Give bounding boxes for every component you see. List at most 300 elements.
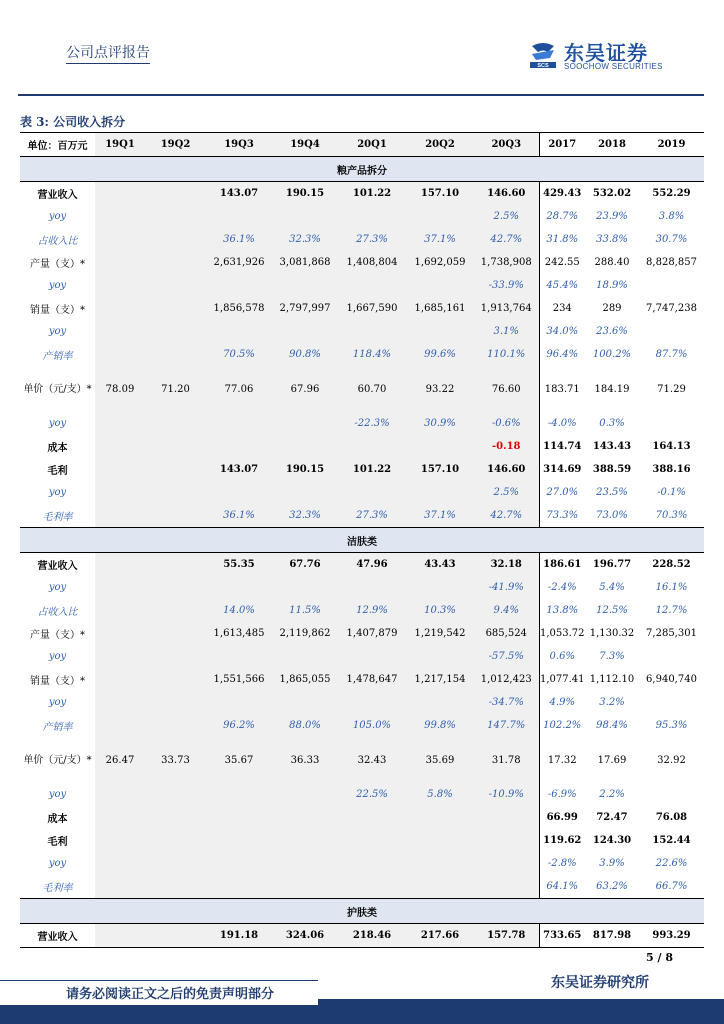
table-cell bbox=[95, 829, 145, 852]
table-cell bbox=[95, 412, 145, 435]
table-cell bbox=[95, 343, 145, 366]
table-cell bbox=[95, 806, 145, 829]
table-cell bbox=[272, 691, 338, 714]
table-row bbox=[20, 274, 704, 297]
table-cell: 5.4% bbox=[599, 582, 625, 593]
table-cell bbox=[338, 435, 406, 458]
table-cell bbox=[272, 320, 338, 343]
table-cell: 55.35 bbox=[206, 553, 272, 577]
section-title: 护肤类 bbox=[20, 899, 704, 924]
table-cell: 7,747,238 bbox=[646, 303, 697, 314]
table-cell bbox=[639, 645, 704, 668]
table-cell bbox=[145, 274, 206, 297]
table-cell: -57.5% bbox=[474, 645, 539, 668]
table-cell bbox=[95, 691, 145, 714]
table-cell bbox=[639, 274, 704, 297]
section-header-row bbox=[20, 157, 704, 182]
table-cell: 95.3% bbox=[655, 720, 688, 731]
logo-chinese-name: 东吴证券 bbox=[564, 41, 648, 65]
row-label: 毛利 bbox=[47, 466, 68, 477]
table-cell: 42.7% bbox=[474, 228, 539, 251]
table-cell bbox=[406, 645, 474, 668]
table-row bbox=[20, 924, 704, 948]
table-cell bbox=[406, 274, 474, 297]
row-label: 毛利 bbox=[47, 837, 68, 848]
table-cell: -10.9% bbox=[474, 783, 539, 806]
table-cell: 190.15 bbox=[272, 182, 338, 206]
table-cell bbox=[474, 852, 539, 875]
table-cell bbox=[338, 576, 406, 599]
column-header: 2018 bbox=[585, 133, 639, 157]
table-cell: 14.0% bbox=[206, 599, 272, 622]
table-cell bbox=[95, 251, 145, 274]
table-cell: 1,667,590 bbox=[338, 297, 406, 320]
table-cell bbox=[272, 783, 338, 806]
table-cell: 1,112.10 bbox=[589, 674, 635, 685]
revenue-breakdown-table bbox=[20, 132, 704, 948]
row-label: yoy bbox=[48, 858, 67, 869]
table-cell bbox=[206, 205, 272, 228]
table-cell: 3,081,868 bbox=[272, 251, 338, 274]
table-cell bbox=[272, 274, 338, 297]
table-cell: 3.2% bbox=[599, 697, 625, 708]
table-cell: 32.92 bbox=[657, 754, 686, 766]
table-cell bbox=[338, 852, 406, 875]
table-cell: 32.18 bbox=[474, 553, 539, 577]
table-cell: 12.7% bbox=[655, 605, 688, 616]
table-cell: 218.46 bbox=[338, 924, 406, 948]
table-cell bbox=[95, 297, 145, 320]
table-cell: 124.30 bbox=[592, 835, 632, 846]
table-cell bbox=[95, 852, 145, 875]
table-cell bbox=[145, 251, 206, 274]
row-label: 销量（支）* bbox=[30, 676, 85, 687]
table-cell: 2,631,926 bbox=[206, 251, 272, 274]
column-header: 2017 bbox=[539, 133, 585, 157]
table-cell: -0.6% bbox=[474, 412, 539, 435]
table-cell: 183.71 bbox=[539, 366, 585, 412]
row-label: yoy bbox=[48, 697, 67, 708]
table-cell: 73.3% bbox=[539, 504, 585, 528]
logo-mark-text: SCS bbox=[537, 63, 549, 70]
section-title: 洁肤类 bbox=[20, 528, 704, 553]
table-cell: 22.6% bbox=[655, 858, 688, 869]
table-cell: 289 bbox=[602, 303, 622, 314]
table-title: 表 3: 公司收入拆分 bbox=[20, 115, 126, 129]
table-cell bbox=[95, 320, 145, 343]
table-cell: 67.96 bbox=[272, 366, 338, 412]
table-cell bbox=[272, 829, 338, 852]
table-cell bbox=[406, 435, 474, 458]
table-cell bbox=[474, 875, 539, 899]
row-label: yoy bbox=[48, 280, 67, 291]
table-cell bbox=[95, 205, 145, 228]
row-label: yoy bbox=[48, 418, 67, 429]
row-label: 单价（元/支）* bbox=[23, 383, 92, 395]
table-cell: 1,012,423 bbox=[474, 668, 539, 691]
table-cell bbox=[145, 458, 206, 481]
table-row bbox=[20, 205, 704, 228]
table-cell: 143.07 bbox=[206, 458, 272, 481]
table-cell bbox=[406, 205, 474, 228]
table-cell: 102.2% bbox=[539, 714, 585, 737]
table-row bbox=[20, 412, 704, 435]
table-cell: 35.69 bbox=[406, 737, 474, 783]
table-cell: 164.13 bbox=[652, 441, 691, 452]
table-cell: 36.33 bbox=[272, 737, 338, 783]
table-cell: 66.99 bbox=[539, 806, 585, 829]
table-cell bbox=[338, 806, 406, 829]
section-title: 粮产品拆分 bbox=[20, 157, 704, 182]
table-cell: 31.78 bbox=[474, 737, 539, 783]
table-cell: 100.2% bbox=[592, 349, 632, 360]
row-label: yoy bbox=[48, 789, 67, 800]
table-row bbox=[20, 783, 704, 806]
table-cell: 22.5% bbox=[338, 783, 406, 806]
table-cell bbox=[95, 481, 145, 504]
table-cell: 31.8% bbox=[539, 228, 585, 251]
table-cell bbox=[145, 924, 206, 948]
table-row bbox=[20, 806, 704, 829]
table-cell bbox=[95, 783, 145, 806]
row-label: 产量（支）* bbox=[30, 630, 85, 641]
table-cell bbox=[338, 320, 406, 343]
table-cell: 552.29 bbox=[652, 188, 691, 199]
table-cell: -0.18 bbox=[474, 435, 539, 458]
table-cell bbox=[406, 806, 474, 829]
table-cell: 184.19 bbox=[594, 383, 630, 395]
table-cell: 196.77 bbox=[592, 559, 632, 570]
column-header: 19Q2 bbox=[145, 133, 206, 157]
table-cell bbox=[95, 435, 145, 458]
table-cell bbox=[145, 875, 206, 899]
column-header: 20Q2 bbox=[406, 133, 474, 157]
table-cell: 2,119,862 bbox=[272, 622, 338, 645]
table-cell bbox=[95, 599, 145, 622]
table-cell bbox=[338, 829, 406, 852]
table-row bbox=[20, 458, 704, 481]
table-cell: 37.1% bbox=[406, 228, 474, 251]
table-cell bbox=[639, 783, 704, 806]
table-row bbox=[20, 691, 704, 714]
table-cell: 98.4% bbox=[596, 720, 628, 731]
table-cell: 190.15 bbox=[272, 458, 338, 481]
table-cell bbox=[206, 806, 272, 829]
table-cell: 3.8% bbox=[658, 211, 685, 222]
table-row bbox=[20, 599, 704, 622]
table-cell bbox=[406, 829, 474, 852]
table-cell: -34.7% bbox=[474, 691, 539, 714]
table-cell bbox=[474, 806, 539, 829]
table-cell: 23.5% bbox=[596, 487, 628, 498]
table-cell: 146.60 bbox=[474, 182, 539, 206]
table-cell: 76.60 bbox=[474, 366, 539, 412]
table-cell bbox=[145, 504, 206, 528]
table-cell: 99.6% bbox=[406, 343, 474, 366]
table-cell: 147.7% bbox=[474, 714, 539, 737]
row-label: 产销率 bbox=[42, 722, 73, 733]
table-cell: 93.22 bbox=[406, 366, 474, 412]
section-header-row bbox=[20, 528, 704, 553]
table-cell: 9.4% bbox=[474, 599, 539, 622]
table-cell: 10.3% bbox=[406, 599, 474, 622]
table-row bbox=[20, 182, 704, 206]
table-row bbox=[20, 622, 704, 645]
column-header: 19Q1 bbox=[95, 133, 145, 157]
table-cell: 6,940,740 bbox=[646, 674, 697, 685]
table-cell: 157.10 bbox=[406, 458, 474, 481]
table-cell bbox=[206, 783, 272, 806]
table-cell bbox=[145, 714, 206, 737]
table-cell bbox=[145, 622, 206, 645]
table-cell: 16.1% bbox=[655, 582, 688, 593]
table-cell: 817.98 bbox=[585, 924, 639, 948]
table-cell: 1,685,161 bbox=[406, 297, 474, 320]
table-cell: 34.0% bbox=[539, 320, 585, 343]
table-cell: 35.67 bbox=[206, 737, 272, 783]
table-cell bbox=[338, 875, 406, 899]
table-cell: 157.10 bbox=[406, 182, 474, 206]
table-cell: 36.1% bbox=[206, 504, 272, 528]
section-header-row bbox=[20, 899, 704, 924]
table-row bbox=[20, 481, 704, 504]
table-cell bbox=[206, 875, 272, 899]
table-row bbox=[20, 320, 704, 343]
table-row bbox=[20, 852, 704, 875]
table-cell bbox=[95, 458, 145, 481]
column-header: 2019 bbox=[639, 133, 704, 157]
table-cell: 73.0% bbox=[585, 504, 639, 528]
table-cell: 0.6% bbox=[539, 645, 585, 668]
table-row bbox=[20, 576, 704, 599]
column-header: 19Q4 bbox=[272, 133, 338, 157]
table-cell: 32.3% bbox=[272, 504, 338, 528]
table-cell: 96.2% bbox=[206, 714, 272, 737]
table-cell bbox=[338, 274, 406, 297]
table-cell: 314.69 bbox=[539, 458, 585, 481]
table-cell bbox=[95, 714, 145, 737]
row-label: 占收入比 bbox=[37, 607, 78, 618]
table-cell bbox=[272, 205, 338, 228]
column-header: 单位：百万元 bbox=[20, 133, 95, 157]
table-row bbox=[20, 366, 704, 412]
table-cell: 105.0% bbox=[338, 714, 406, 737]
table-cell: 72.47 bbox=[596, 812, 628, 823]
table-cell bbox=[406, 691, 474, 714]
table-cell bbox=[145, 691, 206, 714]
logo-english-name: SOOCHOW SECURITIES bbox=[564, 62, 663, 71]
row-label: 单价（元/支）* bbox=[23, 754, 92, 766]
table-cell bbox=[406, 875, 474, 899]
table-cell bbox=[272, 481, 338, 504]
table-cell: 27.3% bbox=[338, 504, 406, 528]
table-cell: 2,797,997 bbox=[272, 297, 338, 320]
row-label: 毛利率 bbox=[20, 875, 95, 899]
table-cell bbox=[639, 412, 704, 435]
table-cell bbox=[272, 435, 338, 458]
column-header: 19Q3 bbox=[206, 133, 272, 157]
table-cell bbox=[95, 622, 145, 645]
table-cell bbox=[206, 852, 272, 875]
table-cell: 288.40 bbox=[594, 257, 630, 268]
table-cell bbox=[95, 504, 145, 528]
table-cell bbox=[95, 645, 145, 668]
table-cell bbox=[206, 576, 272, 599]
table-cell: 77.06 bbox=[206, 366, 272, 412]
table-cell: 11.5% bbox=[272, 599, 338, 622]
table-cell: 90.8% bbox=[272, 343, 338, 366]
table-row bbox=[20, 504, 704, 528]
table-row bbox=[20, 829, 704, 852]
table-cell bbox=[206, 829, 272, 852]
table-row bbox=[20, 297, 704, 320]
table-cell: 12.5% bbox=[596, 605, 628, 616]
table-cell: 96.4% bbox=[539, 343, 585, 366]
table-cell: 8,828,857 bbox=[646, 257, 697, 268]
table-cell: 1,053.72 bbox=[539, 622, 585, 645]
table-cell: 30.7% bbox=[655, 234, 688, 245]
table-row bbox=[20, 714, 704, 737]
table-cell bbox=[95, 553, 145, 577]
table-cell: 71.29 bbox=[657, 383, 686, 395]
table-cell: 1,130.32 bbox=[589, 628, 635, 639]
table-cell: 1,738,908 bbox=[474, 251, 539, 274]
table-cell bbox=[206, 691, 272, 714]
table-cell: 2.5% bbox=[474, 481, 539, 504]
table-cell bbox=[406, 481, 474, 504]
table-cell bbox=[272, 875, 338, 899]
table-cell: 217.66 bbox=[406, 924, 474, 948]
table-cell bbox=[95, 228, 145, 251]
row-label: 产量（支）* bbox=[30, 259, 85, 270]
table-cell bbox=[272, 412, 338, 435]
table-cell: 88.0% bbox=[272, 714, 338, 737]
row-label: yoy bbox=[48, 582, 67, 593]
table-row bbox=[20, 228, 704, 251]
table-cell bbox=[406, 852, 474, 875]
table-row bbox=[20, 875, 704, 899]
table-row bbox=[20, 553, 704, 577]
table-cell: 242.55 bbox=[539, 251, 585, 274]
page-number: 5 / 8 bbox=[646, 951, 673, 964]
table-cell bbox=[145, 481, 206, 504]
table-cell: 30.9% bbox=[406, 412, 474, 435]
table-cell bbox=[95, 668, 145, 691]
table-cell: 1,217,154 bbox=[406, 668, 474, 691]
table-cell: 13.8% bbox=[539, 599, 585, 622]
table-cell bbox=[145, 205, 206, 228]
table-cell bbox=[639, 691, 704, 714]
table-row bbox=[20, 645, 704, 668]
table-cell bbox=[145, 668, 206, 691]
table-cell bbox=[95, 182, 145, 206]
table-cell bbox=[145, 852, 206, 875]
table-cell bbox=[145, 806, 206, 829]
table-cell: 1,551,566 bbox=[206, 668, 272, 691]
table-cell bbox=[338, 481, 406, 504]
table-cell: 23.6% bbox=[596, 326, 628, 337]
table-cell: 2.5% bbox=[474, 205, 539, 228]
table-cell bbox=[272, 852, 338, 875]
table-cell: 60.70 bbox=[338, 366, 406, 412]
row-label: 营业收入 bbox=[37, 190, 78, 201]
table-cell: 32.3% bbox=[272, 228, 338, 251]
table-row bbox=[20, 668, 704, 691]
table-cell: 1,913,764 bbox=[474, 297, 539, 320]
table-cell bbox=[145, 576, 206, 599]
table-cell: 3.1% bbox=[474, 320, 539, 343]
table-cell: 2.2% bbox=[599, 789, 625, 800]
table-cell bbox=[338, 205, 406, 228]
row-label: 占收入比 bbox=[37, 236, 78, 247]
table-cell bbox=[145, 599, 206, 622]
table-cell bbox=[95, 875, 145, 899]
column-header: 20Q3 bbox=[474, 133, 539, 157]
table-cell: 17.69 bbox=[597, 754, 627, 766]
table-cell: 1,219,542 bbox=[406, 622, 474, 645]
table-cell: 110.1% bbox=[474, 343, 539, 366]
table-cell bbox=[95, 924, 145, 948]
table-cell: 63.2% bbox=[585, 875, 639, 899]
table-cell: 76.08 bbox=[655, 812, 688, 823]
table-cell: 532.02 bbox=[592, 188, 632, 199]
table-cell: -2.4% bbox=[539, 576, 585, 599]
table-cell: -33.9% bbox=[474, 274, 539, 297]
table-row bbox=[20, 251, 704, 274]
table-cell: 143.07 bbox=[206, 182, 272, 206]
row-label: 成本 bbox=[47, 443, 68, 454]
table-cell: 388.59 bbox=[592, 464, 632, 475]
table-row bbox=[20, 435, 704, 458]
table-cell: 118.4% bbox=[338, 343, 406, 366]
table-cell: 388.16 bbox=[652, 464, 691, 475]
table-cell: 26.47 bbox=[95, 737, 145, 783]
table-cell bbox=[206, 435, 272, 458]
table-cell: 186.61 bbox=[539, 553, 585, 577]
table-cell: 0.3% bbox=[599, 418, 625, 429]
table-cell bbox=[145, 783, 206, 806]
table-cell: 228.52 bbox=[652, 559, 691, 570]
table-cell: 99.8% bbox=[406, 714, 474, 737]
table-cell bbox=[406, 320, 474, 343]
report-type-title: 公司点评报告 bbox=[66, 42, 150, 64]
table-cell bbox=[145, 182, 206, 206]
table-cell: 1,613,485 bbox=[206, 622, 272, 645]
table-cell bbox=[145, 320, 206, 343]
table-cell: 152.44 bbox=[652, 835, 691, 846]
table-cell: 27.3% bbox=[338, 228, 406, 251]
logo-mark-icon bbox=[528, 40, 558, 70]
table-cell: 33.73 bbox=[145, 737, 206, 783]
table-cell: 28.7% bbox=[539, 205, 585, 228]
table-cell: 114.74 bbox=[539, 435, 585, 458]
table-cell bbox=[145, 343, 206, 366]
table-cell: 101.22 bbox=[338, 458, 406, 481]
table-cell: 101.22 bbox=[338, 182, 406, 206]
table-cell bbox=[272, 806, 338, 829]
table-cell bbox=[145, 412, 206, 435]
table-cell: 1,865,055 bbox=[272, 668, 338, 691]
table-cell bbox=[406, 576, 474, 599]
table-header-row bbox=[20, 133, 704, 157]
table-cell: 1,407,879 bbox=[338, 622, 406, 645]
table-cell bbox=[145, 829, 206, 852]
table-cell bbox=[338, 645, 406, 668]
table-cell: 733.65 bbox=[539, 924, 585, 948]
table-cell: 191.18 bbox=[206, 924, 272, 948]
table-cell: -41.9% bbox=[474, 576, 539, 599]
row-label: yoy bbox=[48, 211, 67, 222]
